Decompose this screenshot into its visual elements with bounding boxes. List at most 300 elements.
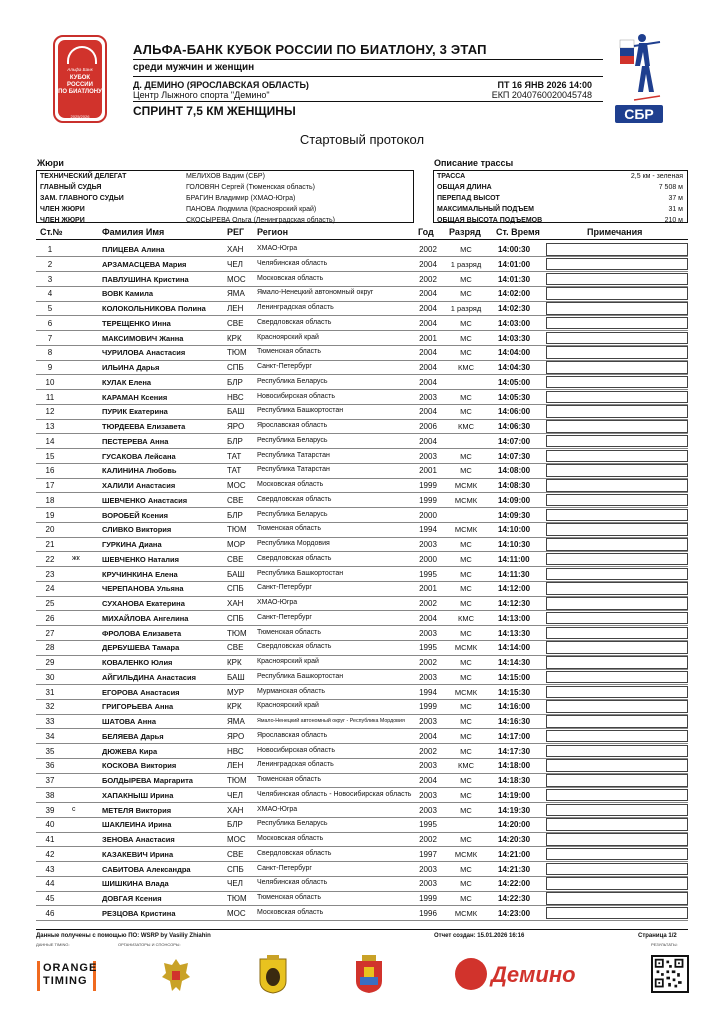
- start-number: 27: [45, 628, 55, 638]
- notes-cell[interactable]: [546, 686, 688, 699]
- start-time: 14:13:00: [498, 613, 531, 623]
- table-row: [36, 611, 688, 626]
- start-time: 14:16:00: [498, 702, 531, 712]
- sport-rank: КМС: [457, 613, 475, 623]
- table-row: [36, 847, 688, 862]
- birth-year: 2002: [419, 245, 437, 254]
- notes-cell[interactable]: [546, 346, 688, 359]
- athlete-name: РЕЗЦОВА Кристина: [102, 908, 176, 918]
- table-row: [36, 345, 688, 360]
- region-code: СВЕ: [227, 643, 244, 653]
- notes-cell[interactable]: [546, 553, 688, 566]
- sport-rank: МСМК: [454, 687, 478, 697]
- col-region: Регион: [257, 227, 288, 237]
- region-code: КРК: [227, 333, 242, 343]
- region-name: Республика Беларусь: [257, 510, 328, 518]
- notes-cell[interactable]: [546, 759, 688, 772]
- notes-cell[interactable]: [546, 273, 688, 286]
- sport-rank: МСМК: [454, 849, 478, 859]
- birth-year: 2003: [419, 628, 437, 638]
- region-name: Московская область: [257, 481, 324, 488]
- start-time: 14:16:30: [498, 717, 531, 726]
- notes-cell[interactable]: [546, 833, 688, 846]
- region-code: ХАН: [227, 599, 244, 608]
- athlete-name: КОСКОВА Виктория: [102, 761, 177, 771]
- region-code: БАШ: [227, 407, 245, 417]
- table-row: [36, 331, 688, 346]
- sport-rank: МС: [460, 407, 472, 417]
- sport-rank: МС: [460, 805, 472, 815]
- jury-name: ПАНОВА Людмила (Красноярский край): [186, 206, 317, 213]
- table-row: [36, 699, 688, 714]
- start-number: 3: [47, 274, 53, 284]
- col-notes: Примечания: [587, 227, 643, 237]
- start-time: 14:06:30: [498, 422, 531, 431]
- athlete-name: ШЕВЧЕНКО Наталия: [102, 554, 180, 564]
- start-time: 14:18:30: [498, 776, 531, 785]
- region-name: Республика Башкортостан: [257, 407, 344, 415]
- athlete-name: ХАПАКНЫШ Ирина: [102, 790, 174, 800]
- notes-cell[interactable]: [546, 745, 688, 758]
- region-name: Республика Татарстан: [257, 451, 330, 459]
- sport-rank: МСМК: [454, 481, 478, 490]
- table-row: [36, 286, 688, 301]
- start-number: 28: [45, 643, 55, 653]
- sport-rank: КМС: [457, 761, 475, 771]
- notes-cell[interactable]: [546, 317, 688, 330]
- start-time: 14:21:00: [498, 849, 531, 859]
- notes-cell[interactable]: [546, 376, 688, 389]
- notes-cell[interactable]: [546, 538, 688, 551]
- sport-rank: МСМК: [454, 643, 478, 653]
- region-code: МОР: [227, 540, 246, 549]
- start-time: 14:19:30: [498, 805, 531, 815]
- athlete-name: КАЗАКЕВИЧ Ирина: [102, 849, 174, 859]
- sport-rank: МС: [460, 318, 472, 328]
- region-code: МУР: [227, 687, 245, 697]
- region-code: ЛЕН: [227, 761, 244, 771]
- region-name: Тюменская область: [257, 348, 321, 356]
- table-row: [36, 272, 688, 287]
- table-row: [36, 508, 688, 523]
- sport-rank: МС: [460, 864, 472, 874]
- region-name: Санкт-Петербург: [257, 584, 312, 592]
- region-name: Тюменская область: [257, 776, 321, 783]
- jury-role: ЧЛЕН ЖЮРИ: [40, 206, 85, 213]
- col-time: Ст. Время: [496, 227, 540, 237]
- notes-cell[interactable]: [546, 568, 688, 581]
- col-reg: РЕГ: [227, 227, 245, 237]
- subtitle-rule: [133, 76, 603, 77]
- region-code: БАШ: [227, 672, 245, 682]
- jury-row: [37, 204, 413, 215]
- sport-rank: МС: [460, 569, 472, 579]
- start-number: 11: [45, 392, 55, 402]
- table-row: [36, 581, 688, 596]
- notes-cell[interactable]: [546, 597, 688, 610]
- region-code: ТЮМ: [227, 628, 247, 638]
- start-time: 14:11:30: [498, 569, 530, 579]
- jury-role: ТЕХНИЧЕСКИЙ ДЕЛЕГАТ: [40, 173, 127, 180]
- region-code: МОС: [227, 274, 246, 284]
- birth-year: 1999: [419, 495, 437, 505]
- table-row: [36, 729, 688, 744]
- table-row: [36, 773, 688, 788]
- track-label: Описание трассы: [434, 158, 514, 168]
- birth-year: 2001: [419, 584, 437, 594]
- start-time: 14:20:00: [498, 820, 531, 830]
- start-time: 14:10:30: [498, 540, 531, 549]
- start-time: 14:02:30: [498, 304, 531, 313]
- table-row: [36, 788, 688, 803]
- table-row: [36, 493, 688, 508]
- competition-subtitle: среди мужчин и женщин: [133, 62, 255, 73]
- notes-cell[interactable]: [546, 907, 688, 920]
- notes-cell[interactable]: [546, 523, 688, 536]
- notes-cell[interactable]: [546, 450, 688, 463]
- start-number: 7: [47, 333, 53, 343]
- sport-rank: МС: [460, 584, 472, 594]
- athlete-name: КАРАМАН Ксения: [102, 392, 168, 402]
- table-row: [36, 434, 688, 449]
- start-time: 14:22:00: [498, 879, 531, 889]
- region-code: ТЮМ: [227, 348, 247, 358]
- region-code: МОС: [227, 908, 246, 918]
- track-value: 210 м: [664, 217, 683, 224]
- region-name: Красноярский край: [257, 658, 319, 665]
- jury-role: ГЛАВНЫЙ СУДЬЯ: [40, 184, 102, 191]
- start-number: 34: [45, 731, 55, 741]
- notes-cell[interactable]: [546, 892, 688, 905]
- athlete-name: ШЕВЧЕНКО Анастасия: [102, 495, 188, 505]
- start-time: 14:18:00: [498, 761, 531, 771]
- birth-year: 2004: [419, 377, 437, 387]
- track-key: ПЕРЕПАД ВЫСОТ: [437, 195, 500, 202]
- start-number: 40: [45, 820, 55, 830]
- birth-year: 2004: [419, 407, 437, 417]
- start-time: 14:11:00: [498, 554, 530, 564]
- athlete-name: КОВАЛЕНКО Юлия: [102, 658, 173, 667]
- region-name: Тюменская область: [257, 628, 321, 636]
- jury-role: ЧЛЕН ЖЮРИ: [40, 217, 85, 224]
- region-name: Республика Башкортостан: [257, 569, 344, 577]
- start-number: 36: [45, 761, 55, 771]
- table-row: [36, 876, 688, 891]
- start-time: 14:03:00: [498, 318, 531, 328]
- start-time: 14:09:30: [498, 510, 531, 520]
- qr-code-icon[interactable]: [651, 955, 689, 993]
- region-code: СПБ: [227, 613, 244, 623]
- start-number: 33: [45, 717, 55, 726]
- table-row: [36, 714, 688, 729]
- notes-cell[interactable]: [546, 804, 688, 817]
- table-row: [36, 832, 688, 847]
- athlete-mark: с: [72, 805, 76, 813]
- birth-year: 2002: [419, 746, 437, 756]
- athlete-name: ЧУРИЛОВА Анастасия: [102, 348, 186, 358]
- table-row: [36, 817, 688, 832]
- notes-cell[interactable]: [546, 361, 688, 374]
- notes-cell[interactable]: [546, 877, 688, 890]
- start-number: 20: [45, 525, 55, 535]
- jury-row: [37, 182, 413, 193]
- notes-cell[interactable]: [546, 774, 688, 787]
- start-number: 24: [45, 584, 55, 594]
- region-name: Санкт-Петербург: [257, 363, 312, 370]
- track-value: 2,5 км - зеленая: [630, 173, 683, 180]
- athlete-name: МИХАЙЛОВА Ангелина: [102, 613, 189, 623]
- sport-rank: МС: [460, 731, 472, 741]
- start-time: 14:23:00: [498, 908, 531, 918]
- notes-cell[interactable]: [546, 627, 688, 640]
- start-number: 22: [45, 554, 55, 564]
- start-number: 6: [47, 318, 53, 328]
- birth-year: 1995: [419, 569, 437, 579]
- start-number: 31: [45, 687, 55, 697]
- notes-cell[interactable]: [546, 287, 688, 300]
- athlete-name: ДОВГАЯ Ксения: [102, 894, 162, 903]
- start-number: 19: [45, 510, 55, 520]
- birth-year: 1999: [419, 481, 437, 490]
- birth-year: 1999: [419, 702, 437, 712]
- region-code: СВЕ: [227, 495, 244, 505]
- notes-cell[interactable]: [546, 612, 688, 625]
- notes-cell[interactable]: [546, 863, 688, 876]
- start-time: 14:07:00: [498, 436, 531, 446]
- notes-cell[interactable]: [546, 848, 688, 861]
- start-time: 14:01:30: [498, 274, 531, 284]
- competition-title: АЛЬФА-БАНК КУБОК РОССИИ ПО БИАТЛОНУ, 3 ЭТАП: [133, 42, 487, 57]
- kubok-rossii-logo: Альфа Банк КУБОК РОССИИ ПО БИАТЛОНУ 2025/2026: [53, 35, 107, 123]
- region-name: Республика Беларусь: [257, 377, 328, 385]
- region-name: Челябинская область - Новосибирская область: [257, 790, 412, 798]
- jury-row: [37, 171, 413, 182]
- start-time: 14:07:30: [498, 451, 531, 461]
- birth-year: 1994: [419, 687, 437, 697]
- athlete-name: ГУРКИНА Диана: [102, 540, 162, 549]
- table-header: [36, 227, 688, 240]
- athlete-name: ВОРОБЕЙ Ксения: [102, 510, 169, 520]
- birth-year: 2000: [419, 554, 437, 564]
- sport-rank: МСМК: [454, 495, 478, 505]
- sport-rank: МС: [460, 392, 472, 402]
- athlete-name: ЗЕНОВА Анастасия: [102, 835, 175, 844]
- region-code: ЧЕЛ: [227, 790, 243, 800]
- start-time: 14:04:00: [498, 348, 531, 358]
- start-time: 14:20:30: [498, 835, 531, 844]
- birth-year: 2002: [419, 835, 437, 844]
- jury-role: ЗАМ. ГЛАВНОГО СУДЬИ: [40, 195, 124, 202]
- table-row: [36, 537, 688, 552]
- start-number: 17: [45, 481, 55, 490]
- sport-rank: 1 разряд: [450, 304, 482, 313]
- start-number: 1: [47, 245, 53, 254]
- region-code: НВС: [227, 392, 244, 402]
- footer-rule: [36, 929, 688, 930]
- table-row: [36, 390, 688, 405]
- notes-cell[interactable]: [546, 671, 688, 684]
- notes-cell[interactable]: [546, 435, 688, 448]
- notes-cell[interactable]: [546, 582, 688, 595]
- track-row: [434, 182, 687, 193]
- sport-center: Центр Лыжного спорта "Демино": [133, 90, 270, 100]
- athlete-name: КОЛОКОЛЬНИКОВА Полина: [102, 304, 206, 313]
- region-name: Новосибирская область: [257, 392, 335, 400]
- track-key: МАКСИМАЛЬНЫЙ ПОДЪЕМ: [437, 206, 534, 213]
- region-name: Красноярский край: [257, 702, 319, 710]
- table-row: [36, 803, 688, 818]
- region-name: Ярославская область: [257, 731, 328, 739]
- start-time: 14:12:00: [498, 584, 531, 594]
- notes-cell[interactable]: [546, 715, 688, 728]
- table-row: [36, 419, 688, 434]
- start-number: 32: [45, 702, 55, 712]
- notes-cell[interactable]: [546, 302, 688, 315]
- notes-cell[interactable]: [546, 479, 688, 492]
- region-name: Свердловская область: [257, 554, 332, 562]
- region-name: Ярославская область: [257, 422, 328, 429]
- report-created: Отчет создан: 15.01.2026 16:16: [434, 933, 525, 939]
- athlete-name: ШАТОВА Анна: [102, 717, 156, 726]
- jury-label: Жюри: [37, 158, 64, 168]
- birth-year: 2004: [419, 731, 437, 741]
- notes-cell[interactable]: [546, 656, 688, 669]
- region-code: ТЮМ: [227, 525, 247, 535]
- track-row: [434, 171, 687, 182]
- region-code: ТАТ: [227, 451, 242, 461]
- athlete-name: ПЛИЦЕВА Алина: [102, 245, 165, 254]
- notes-cell[interactable]: [546, 332, 688, 345]
- table-row: [36, 862, 688, 877]
- start-list-table: [36, 242, 688, 921]
- region-code: ЧЕЛ: [227, 259, 243, 269]
- region-name: ХМАО-Югра: [257, 805, 298, 813]
- region-code: СПБ: [227, 584, 244, 594]
- notes-cell[interactable]: [546, 420, 688, 433]
- region-name: Свердловская область: [257, 849, 332, 857]
- region-name: Московская область: [257, 908, 324, 916]
- start-time: 14:15:00: [498, 672, 531, 682]
- start-number: 12: [45, 407, 55, 417]
- jury-name: СКОСЫРЕВА Ольга (Ленинградская область): [186, 217, 335, 224]
- start-number: 43: [45, 864, 55, 874]
- sport-rank: МС: [460, 245, 472, 254]
- notes-cell[interactable]: [546, 464, 688, 477]
- region-code: ЯРО: [227, 422, 245, 431]
- birth-year: 2003: [419, 864, 437, 874]
- athlete-name: АРЗАМАСЦЕВА Мария: [102, 259, 187, 269]
- notes-cell[interactable]: [546, 789, 688, 802]
- track-value: 37 м: [668, 195, 683, 202]
- notes-cell[interactable]: [546, 509, 688, 522]
- col-name: Фамилия Имя: [102, 227, 165, 237]
- region-name: Санкт-Петербург: [257, 864, 312, 872]
- table-row: [36, 463, 688, 478]
- sport-rank: МС: [460, 348, 472, 358]
- birth-year: 2003: [419, 790, 437, 800]
- table-row: [36, 685, 688, 700]
- sport-rank: МС: [460, 658, 472, 667]
- birth-year: 1995: [419, 820, 437, 830]
- sponsors-label: ОРГАНИЗАТОРЫ И СПОНСОРЫ:: [118, 942, 181, 947]
- region-name: Ямало-Ненецкий автономный округ - Республика Мордовия: [257, 718, 405, 724]
- table-row: [36, 375, 688, 390]
- start-time: 14:21:30: [498, 864, 531, 874]
- athlete-name: ФРОЛОВА Елизавета: [102, 628, 182, 638]
- athlete-name: КУЛАК Елена: [102, 377, 152, 387]
- birth-year: 2002: [419, 274, 437, 284]
- results-label: РЕЗУЛЬТАТЫ:: [651, 942, 678, 947]
- sport-rank: МС: [460, 599, 472, 608]
- notes-cell[interactable]: [546, 243, 688, 256]
- jury-box: [36, 170, 414, 223]
- region-code: ЛЕН: [227, 304, 244, 313]
- birth-year: 2003: [419, 672, 437, 682]
- sport-rank: МС: [460, 628, 472, 638]
- start-number: 2: [47, 259, 53, 269]
- sport-rank: МС: [460, 466, 472, 476]
- notes-cell[interactable]: [546, 730, 688, 743]
- start-number: 21: [45, 540, 55, 549]
- region-code: ХАН: [227, 805, 244, 815]
- athlete-name: БЕЛЯЕВА Дарья: [102, 731, 164, 741]
- notes-cell[interactable]: [546, 641, 688, 654]
- table-row: [36, 567, 688, 582]
- ekp-number: ЕКП 2040760020045748: [491, 90, 592, 100]
- start-time: 14:17:00: [498, 731, 531, 741]
- track-value: 7 508 м: [658, 184, 683, 191]
- region-code: КРК: [227, 658, 242, 667]
- notes-cell[interactable]: [546, 700, 688, 713]
- start-number: 16: [45, 466, 55, 476]
- athlete-name: АЙГИЛЬДИНА Анастасия: [102, 672, 196, 682]
- notes-cell[interactable]: [546, 258, 688, 271]
- start-time: 14:06:00: [498, 407, 531, 417]
- birth-year: 1994: [419, 525, 437, 535]
- athlete-name: ВОВК Камила: [102, 289, 154, 299]
- birth-year: 2002: [419, 599, 437, 608]
- notes-cell[interactable]: [546, 405, 688, 418]
- start-number: 14: [45, 436, 55, 446]
- notes-cell[interactable]: [546, 391, 688, 404]
- athlete-name: ИЛЬИНА Дарья: [102, 363, 160, 372]
- notes-cell[interactable]: [546, 494, 688, 507]
- start-time: 14:12:30: [498, 599, 531, 608]
- start-time: 14:09:00: [498, 495, 531, 505]
- sport-rank: КМС: [457, 422, 475, 431]
- start-number: 29: [45, 658, 55, 667]
- orange-timing-logo: ORANGE TIMING: [37, 959, 95, 995]
- birth-year: 2001: [419, 466, 437, 476]
- athlete-name: МАКСИМОВИЧ Жанна: [102, 333, 184, 343]
- start-time: 14:04:30: [498, 363, 531, 372]
- table-row: [36, 478, 688, 493]
- region-name: Мурманская область: [257, 687, 326, 695]
- start-number: 15: [45, 451, 55, 461]
- region-name: Ленинградская область: [257, 761, 334, 769]
- table-row: [36, 906, 688, 921]
- region-code: БЛР: [227, 377, 243, 387]
- sport-rank: МС: [460, 835, 472, 844]
- table-row: [36, 596, 688, 611]
- region-code: СВЕ: [227, 318, 244, 328]
- region-code: СВЕ: [227, 849, 244, 859]
- region-name: Московская область: [257, 835, 324, 842]
- notes-cell[interactable]: [546, 818, 688, 831]
- region-name: Санкт-Петербург: [257, 613, 312, 621]
- region-name: Московская область: [257, 274, 324, 282]
- table-row: [36, 744, 688, 759]
